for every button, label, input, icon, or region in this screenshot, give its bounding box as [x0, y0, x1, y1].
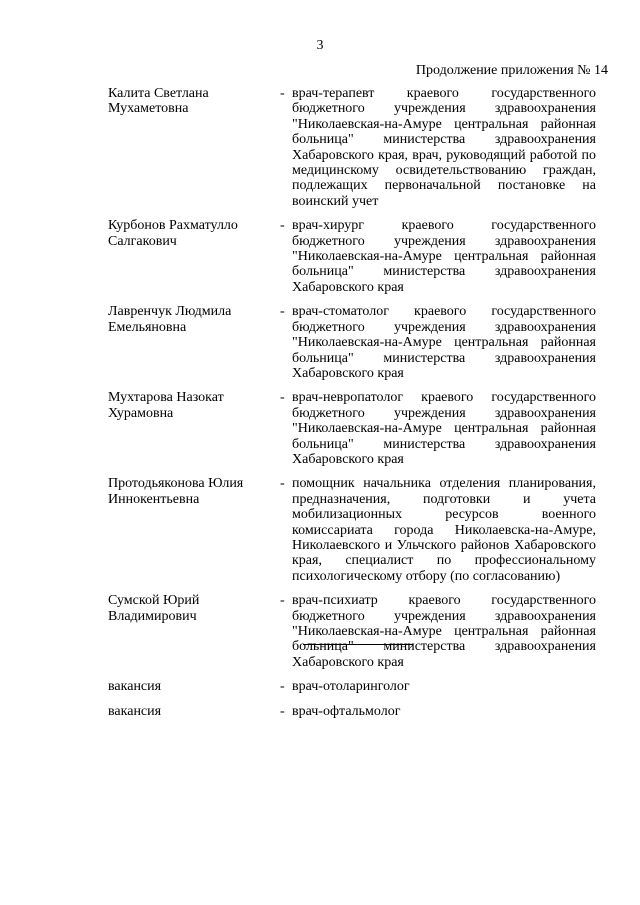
roster-entry — [108, 593, 608, 670]
person-role: врач-офтальмолог — [292, 703, 401, 719]
person-role: врач-стоматолог краевого государственного бюджетного учреждения здравоохранения "Николаевская-на-Амуре центральная районная больница" министерства здравоохранения Хабаровского края — [292, 304, 596, 381]
person-name: Лавренчук Людмила Емельяновна — [108, 304, 232, 335]
roster-entry — [108, 390, 608, 467]
roster-entry — [108, 679, 608, 694]
dash-separator: - — [280, 703, 285, 719]
person-role: врач-психиатр краевого государственного бюджетного учреждения здравоохранения "Николаевская-на-Амуре центральная районная больница" министерства здравоохранения Хабаровского края — [292, 593, 596, 670]
dash-separator: - — [280, 593, 285, 609]
person-name: Курбонов Рахматулло Салгакович — [108, 218, 238, 249]
person-role: помощник начальника отделения планирования, предназначения, подготовки и учета мобилизационных ресурсов военного комиссариата города Николаевска-на-Амуре, Николаевского и Ульчского районов Хабаровского края, специалист по профессиональному психологическому отбору (по согласованию) — [292, 476, 596, 584]
roster-entry — [108, 86, 608, 209]
vacancy-label: вакансия — [108, 703, 162, 719]
person-name: Сумской Юрий Владимирович — [108, 593, 200, 624]
roster-entry — [108, 704, 608, 719]
appendix-continuation-label: Продолжение приложения № 14 — [415, 63, 608, 78]
roster-entry — [108, 218, 608, 295]
person-role: врач-отоларинголог — [292, 679, 410, 695]
person-name: Протодьяконова Юлия Иннокентьевна — [108, 476, 244, 507]
person-role: врач-терапевт краевого государственного бюджетного учреждения здравоохранения "Николаевская-на-Амуре центральная районная больница" министерства здравоохранения Хабаровского края, врач, руководящий работой по медицинскому освидетельствованию граждан, подлежащих первоначальной постановке на воинский учет — [292, 86, 596, 209]
person-name: Калита Светлана Мухаметовна — [108, 86, 209, 117]
dash-separator: - — [280, 390, 285, 406]
dash-separator: - — [280, 476, 285, 492]
commission-roster — [108, 86, 608, 728]
person-name: Мухтарова Назокат Хурамовна — [108, 390, 224, 421]
person-role: врач-невропатолог краевого государственного бюджетного учреждения здравоохранения "Николаевская-на-Амуре центральная районная больница" министерства здравоохранения Хабаровского края — [292, 390, 596, 467]
dash-separator: - — [280, 86, 285, 101]
roster-entry — [108, 476, 608, 584]
vacancy-label: вакансия — [108, 679, 162, 695]
dash-separator: - — [280, 218, 285, 234]
dash-separator: - — [280, 304, 285, 320]
closing-rule — [303, 644, 413, 645]
person-role: врач-хирург краевого государственного бюджетного учреждения здравоохранения "Николаевская-на-Амуре центральная районная больница" министерства здравоохранения Хабаровского края — [292, 218, 596, 295]
dash-separator: - — [280, 679, 285, 695]
page-number: 3 — [316, 38, 324, 53]
roster-entry — [108, 304, 608, 381]
